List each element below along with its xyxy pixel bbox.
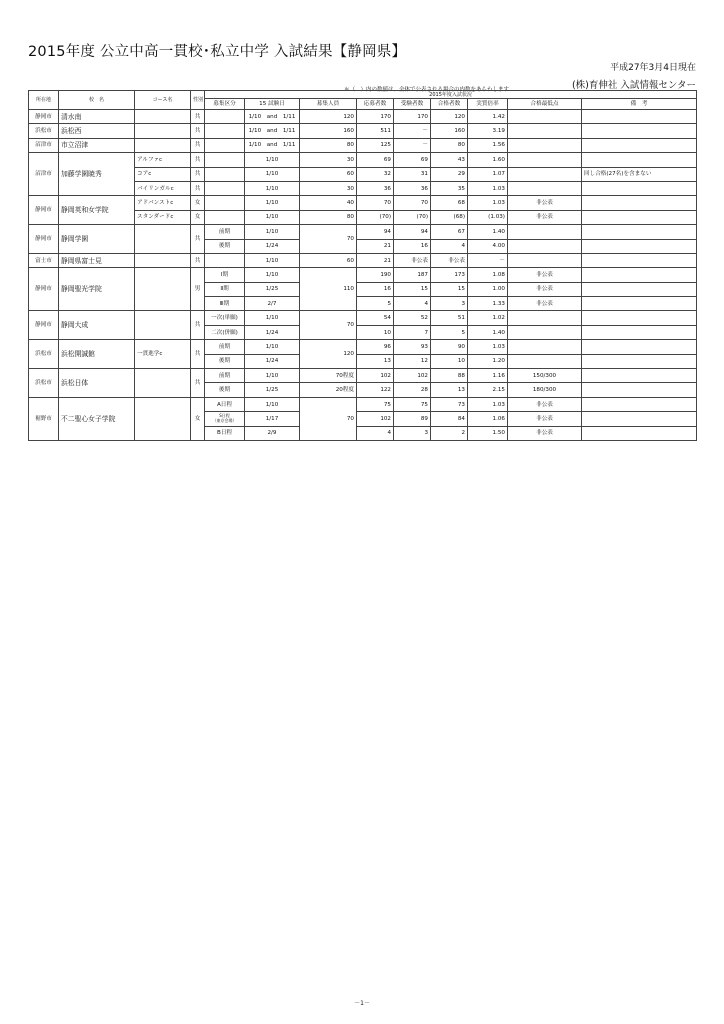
- location-cell: 浜松市: [29, 340, 59, 369]
- passed-cell: 90: [431, 340, 468, 354]
- examinees-cell: (70): [394, 210, 431, 224]
- col-header: 実質倍率: [468, 99, 508, 110]
- division-cell: [205, 210, 245, 224]
- gender-cell: 共: [191, 311, 205, 340]
- passed-cell: 51: [431, 311, 468, 325]
- table-row: [29, 369, 697, 383]
- col-header: 備 考: [582, 99, 697, 110]
- min-score-cell: 180/300: [508, 383, 582, 397]
- school-name-cell: 浜松開誠館: [59, 340, 135, 369]
- division-cell: 前期: [205, 225, 245, 239]
- passed-cell: 67: [431, 225, 468, 239]
- gender-cell: 女: [191, 210, 205, 224]
- remarks-cell: [582, 297, 697, 311]
- remarks-cell: 回し合格(27名)を含まない: [582, 167, 697, 181]
- division-cell: 後期: [205, 383, 245, 397]
- ratio-cell: 1.50: [468, 426, 508, 440]
- applicants-cell: 13: [357, 354, 394, 368]
- ratio-cell: 1.20: [468, 354, 508, 368]
- min-score-cell: [508, 138, 582, 152]
- applicants-cell: 122: [357, 383, 394, 397]
- division-sub-label: （東京会場）: [212, 417, 237, 423]
- applicants-cell: 32: [357, 167, 394, 181]
- division-cell: [205, 138, 245, 152]
- exam-date-cell: 1/10: [245, 167, 300, 181]
- school-name-cell: 静岡大成: [59, 311, 135, 340]
- division-cell: [205, 181, 245, 195]
- applicants-cell: 21: [357, 253, 394, 267]
- course-cell: [135, 225, 191, 254]
- exam-date-cell: 1/17: [245, 412, 300, 426]
- ratio-cell: 1.40: [468, 225, 508, 239]
- examinees-cell: 36: [394, 181, 431, 195]
- applicants-cell: 96: [357, 340, 394, 354]
- location-cell: 裾野市: [29, 397, 59, 440]
- location-cell: 静岡市: [29, 110, 59, 124]
- ratio-cell: 1.56: [468, 138, 508, 152]
- table-row: [29, 253, 697, 267]
- min-score-cell: [508, 340, 582, 354]
- exam-date-cell: 1/10: [245, 340, 300, 354]
- gender-cell: 男: [191, 268, 205, 311]
- passed-cell: 非公表: [431, 253, 468, 267]
- gender-cell: 共: [191, 181, 205, 195]
- course-cell: コアc: [135, 167, 191, 181]
- min-score-cell: [508, 124, 582, 138]
- exam-date-cell: 1/24: [245, 354, 300, 368]
- ratio-cell: 1.33: [468, 297, 508, 311]
- school-name-cell: 不二聖心女子学院: [59, 397, 135, 440]
- applicants-cell: 511: [357, 124, 394, 138]
- division-cell: B日程: [205, 426, 245, 440]
- passed-cell: 13: [431, 383, 468, 397]
- page-title: 2015年度 公立中高一貫校･私立中学 入試結果【静岡県】: [28, 44, 407, 60]
- division-cell: [205, 412, 245, 426]
- examinees-cell: 16: [394, 239, 431, 253]
- group-header: 2015年度入試状況: [205, 91, 697, 99]
- examinees-cell: 非公表: [394, 253, 431, 267]
- min-score-cell: 非公表: [508, 397, 582, 411]
- min-score-cell: [508, 253, 582, 267]
- capacity-cell: 70程度: [300, 369, 357, 383]
- school-name-cell: 市立沼津: [59, 138, 135, 152]
- exam-date-cell: 1/24: [245, 239, 300, 253]
- passed-cell: 68: [431, 196, 468, 210]
- min-score-cell: 非公表: [508, 426, 582, 440]
- as-of-date: 平成27年3月4日現在: [610, 63, 696, 73]
- examinees-cell: 69: [394, 153, 431, 167]
- capacity-cell: 120: [300, 340, 357, 369]
- division-cell: [205, 253, 245, 267]
- division-cell: [205, 124, 245, 138]
- applicants-cell: (70): [357, 210, 394, 224]
- division-cell: 前期: [205, 369, 245, 383]
- remarks-cell: [582, 181, 697, 195]
- school-name-cell: 浜松日体: [59, 369, 135, 398]
- passed-cell: 4: [431, 239, 468, 253]
- exam-date-cell: 1/10: [245, 397, 300, 411]
- applicants-cell: 10: [357, 325, 394, 339]
- examinees-cell: 7: [394, 325, 431, 339]
- passed-cell: 10: [431, 354, 468, 368]
- examinees-cell: 89: [394, 412, 431, 426]
- gender-cell: 共: [191, 110, 205, 124]
- col-header: 募集区分: [205, 99, 245, 110]
- examinees-cell: －: [394, 124, 431, 138]
- division-cell: [205, 196, 245, 210]
- remarks-cell: [582, 354, 697, 368]
- remarks-cell: [582, 138, 697, 152]
- remarks-cell: [582, 426, 697, 440]
- applicants-cell: 69: [357, 153, 394, 167]
- table-row: [29, 311, 697, 325]
- applicants-cell: 190: [357, 268, 394, 282]
- division-cell: Ⅱ期: [205, 282, 245, 296]
- location-cell: 沼津市: [29, 138, 59, 152]
- table-row: [29, 397, 697, 411]
- capacity-cell: 60: [300, 167, 357, 181]
- location-cell: 静岡市: [29, 268, 59, 311]
- exam-date-cell: 1/25: [245, 282, 300, 296]
- gender-cell: 女: [191, 397, 205, 440]
- col-header: 校 名: [59, 91, 135, 110]
- min-score-cell: [508, 225, 582, 239]
- division-label: S日程: [219, 413, 230, 419]
- ratio-cell: 1.03: [468, 340, 508, 354]
- remarks-cell: [582, 196, 697, 210]
- applicants-cell: 54: [357, 311, 394, 325]
- course-cell: 一貫進学c: [135, 340, 191, 369]
- ratio-cell: 1.60: [468, 153, 508, 167]
- col-header: 所在地: [29, 91, 59, 110]
- exam-date-cell: 1/10: [245, 210, 300, 224]
- course-cell: アドバンストc: [135, 196, 191, 210]
- remarks-cell: [582, 340, 697, 354]
- location-cell: 静岡市: [29, 225, 59, 254]
- capacity-cell: 70: [300, 397, 357, 440]
- exam-date-cell: 1/10: [245, 253, 300, 267]
- exam-date-cell: 1/10: [245, 268, 300, 282]
- exam-date-cell: 1/10 and 1/11: [245, 124, 300, 138]
- table-row: [29, 268, 697, 282]
- course-cell: [135, 253, 191, 267]
- col-header: 性別: [191, 91, 205, 110]
- division-cell: Ⅰ期: [205, 268, 245, 282]
- min-score-cell: 非公表: [508, 268, 582, 282]
- exam-date-cell: 2/7: [245, 297, 300, 311]
- course-cell: [135, 124, 191, 138]
- applicants-cell: 94: [357, 225, 394, 239]
- remarks-cell: [582, 124, 697, 138]
- course-cell: バイリンガルc: [135, 181, 191, 195]
- gender-cell: 共: [191, 124, 205, 138]
- passed-cell: 2: [431, 426, 468, 440]
- min-score-cell: 非公表: [508, 412, 582, 426]
- table-row: [29, 124, 697, 138]
- division-cell: [205, 167, 245, 181]
- course-cell: [135, 268, 191, 311]
- ratio-cell: －: [468, 253, 508, 267]
- table-row: [29, 110, 697, 124]
- course-cell: [135, 397, 191, 440]
- exam-date-cell: 1/10: [245, 153, 300, 167]
- ratio-cell: 4.00: [468, 239, 508, 253]
- gender-cell: 共: [191, 340, 205, 369]
- applicants-cell: 75: [357, 397, 394, 411]
- ratio-cell: 2.15: [468, 383, 508, 397]
- applicants-cell: 102: [357, 369, 394, 383]
- gender-cell: 女: [191, 196, 205, 210]
- ratio-cell: 1.03: [468, 196, 508, 210]
- examinees-cell: 15: [394, 282, 431, 296]
- min-score-cell: 非公表: [508, 282, 582, 296]
- capacity-cell: 20程度: [300, 383, 357, 397]
- division-cell: Ⅲ期: [205, 297, 245, 311]
- gender-cell: 共: [191, 369, 205, 398]
- exam-date-cell: 1/25: [245, 383, 300, 397]
- ratio-cell: 1.42: [468, 110, 508, 124]
- school-name-cell: 静岡英和女学院: [59, 196, 135, 225]
- ratio-cell: 1.03: [468, 397, 508, 411]
- examinees-cell: 170: [394, 110, 431, 124]
- passed-cell: 84: [431, 412, 468, 426]
- capacity-cell: 110: [300, 268, 357, 311]
- applicants-cell: 125: [357, 138, 394, 152]
- location-cell: 静岡市: [29, 311, 59, 340]
- organization-name: (株)育伸社 入試情報センター: [571, 80, 696, 91]
- examinees-cell: 93: [394, 340, 431, 354]
- remarks-cell: [582, 225, 697, 239]
- gender-cell: 共: [191, 225, 205, 254]
- ratio-cell: (1.03): [468, 210, 508, 224]
- location-cell: 沼津市: [29, 153, 59, 196]
- col-header: 合格最低点: [508, 99, 582, 110]
- min-score-cell: [508, 153, 582, 167]
- course-cell: [135, 311, 191, 340]
- passed-cell: 43: [431, 153, 468, 167]
- division-cell: A日程: [205, 397, 245, 411]
- exam-date-cell: 1/24: [245, 325, 300, 339]
- capacity-cell: 60: [300, 253, 357, 267]
- capacity-cell: 120: [300, 110, 357, 124]
- table-row: [29, 138, 697, 152]
- table-row: [29, 225, 697, 239]
- applicants-cell: 70: [357, 196, 394, 210]
- min-score-cell: [508, 181, 582, 195]
- remarks-cell: [582, 311, 697, 325]
- ratio-cell: 1.16: [468, 369, 508, 383]
- examinees-cell: 12: [394, 354, 431, 368]
- examinees-cell: 31: [394, 167, 431, 181]
- remarks-cell: [582, 268, 697, 282]
- school-name-cell: 清水南: [59, 110, 135, 124]
- gender-cell: 共: [191, 138, 205, 152]
- examinees-cell: 52: [394, 311, 431, 325]
- min-score-cell: [508, 239, 582, 253]
- applicants-cell: 16: [357, 282, 394, 296]
- examinees-cell: 102: [394, 369, 431, 383]
- course-cell: [135, 369, 191, 398]
- course-cell: [135, 110, 191, 124]
- table-row: [29, 340, 697, 354]
- school-name-cell: 静岡県富士見: [59, 253, 135, 267]
- passed-cell: 5: [431, 325, 468, 339]
- remarks-cell: [582, 110, 697, 124]
- examinees-cell: 70: [394, 196, 431, 210]
- course-cell: [135, 138, 191, 152]
- passed-cell: 29: [431, 167, 468, 181]
- passed-cell: 173: [431, 268, 468, 282]
- min-score-cell: [508, 325, 582, 339]
- course-cell: アルファc: [135, 153, 191, 167]
- gender-cell: 共: [191, 253, 205, 267]
- examinees-cell: 75: [394, 397, 431, 411]
- school-name-cell: 浜松西: [59, 124, 135, 138]
- min-score-cell: [508, 167, 582, 181]
- table-row: [29, 196, 697, 210]
- passed-cell: 80: [431, 138, 468, 152]
- ratio-cell: 1.08: [468, 268, 508, 282]
- school-name-cell: 静岡聖光学院: [59, 268, 135, 311]
- exam-date-cell: 1/10 and 1/11: [245, 138, 300, 152]
- ratio-cell: 1.40: [468, 325, 508, 339]
- examinees-cell: －: [394, 138, 431, 152]
- col-header: 合格者数: [431, 99, 468, 110]
- school-name-cell: 加藤学園暁秀: [59, 153, 135, 196]
- min-score-cell: 150/300: [508, 369, 582, 383]
- examinees-cell: 28: [394, 383, 431, 397]
- examinees-cell: 94: [394, 225, 431, 239]
- remarks-cell: [582, 397, 697, 411]
- min-score-cell: 非公表: [508, 297, 582, 311]
- passed-cell: 3: [431, 297, 468, 311]
- min-score-cell: 非公表: [508, 196, 582, 210]
- passed-cell: 88: [431, 369, 468, 383]
- passed-cell: 73: [431, 397, 468, 411]
- remarks-cell: [582, 210, 697, 224]
- passed-cell: 160: [431, 124, 468, 138]
- remarks-cell: [582, 282, 697, 296]
- remarks-cell: [582, 325, 697, 339]
- exam-date-cell: 1/10 and 1/11: [245, 110, 300, 124]
- division-cell: 後期: [205, 354, 245, 368]
- capacity-cell: 40: [300, 196, 357, 210]
- division-cell: 二次(併願): [205, 325, 245, 339]
- exam-date-cell: 1/10: [245, 196, 300, 210]
- capacity-cell: 80: [300, 210, 357, 224]
- passed-cell: 15: [431, 282, 468, 296]
- ratio-cell: 1.03: [468, 181, 508, 195]
- remarks-cell: [582, 239, 697, 253]
- min-score-cell: [508, 110, 582, 124]
- table-row: [29, 153, 697, 167]
- gender-cell: 共: [191, 167, 205, 181]
- capacity-cell: 30: [300, 153, 357, 167]
- capacity-cell: 160: [300, 124, 357, 138]
- ratio-cell: 3.19: [468, 124, 508, 138]
- remarks-cell: [582, 383, 697, 397]
- ratio-cell: 1.06: [468, 412, 508, 426]
- gender-cell: 共: [191, 153, 205, 167]
- location-cell: 浜松市: [29, 369, 59, 398]
- location-cell: 富士市: [29, 253, 59, 267]
- applicants-cell: 5: [357, 297, 394, 311]
- remarks-cell: [582, 253, 697, 267]
- capacity-cell: 30: [300, 181, 357, 195]
- passed-cell: 120: [431, 110, 468, 124]
- exam-date-cell: 1/10: [245, 311, 300, 325]
- ratio-cell: 1.00: [468, 282, 508, 296]
- col-header: 応募者数: [357, 99, 394, 110]
- exam-date-cell: 1/10: [245, 181, 300, 195]
- exam-date-cell: 2/9: [245, 426, 300, 440]
- capacity-cell: 80: [300, 138, 357, 152]
- ratio-cell: 1.02: [468, 311, 508, 325]
- col-header: 募集人員: [300, 99, 357, 110]
- division-cell: 後期: [205, 239, 245, 253]
- min-score-cell: [508, 311, 582, 325]
- remarks-cell: [582, 369, 697, 383]
- remarks-cell: [582, 153, 697, 167]
- table-note: ＊（ ）内の数値は、全体で公表される場合の内数をあらわします: [344, 87, 510, 93]
- division-cell: [205, 110, 245, 124]
- division-cell: 前期: [205, 340, 245, 354]
- passed-cell: 35: [431, 181, 468, 195]
- min-score-cell: 非公表: [508, 210, 582, 224]
- col-header: コース名: [135, 91, 191, 110]
- results-table: [28, 90, 697, 441]
- exam-date-cell: 1/10: [245, 225, 300, 239]
- examinees-cell: 187: [394, 268, 431, 282]
- col-header: 15 試験日: [245, 99, 300, 110]
- capacity-cell: 70: [300, 225, 357, 254]
- page-number: －1－: [354, 1000, 370, 1007]
- course-cell: スタンダードc: [135, 210, 191, 224]
- ratio-cell: 1.07: [468, 167, 508, 181]
- applicants-cell: 102: [357, 412, 394, 426]
- applicants-cell: 170: [357, 110, 394, 124]
- applicants-cell: 4: [357, 426, 394, 440]
- results-table-body: [29, 110, 697, 441]
- exam-date-cell: 1/10: [245, 369, 300, 383]
- division-cell: [205, 153, 245, 167]
- examinees-cell: 3: [394, 426, 431, 440]
- passed-cell: (68): [431, 210, 468, 224]
- min-score-cell: [508, 354, 582, 368]
- location-cell: 浜松市: [29, 124, 59, 138]
- school-name-cell: 静岡学園: [59, 225, 135, 254]
- division-cell: 一次(単願): [205, 311, 245, 325]
- examinees-cell: 4: [394, 297, 431, 311]
- applicants-cell: 21: [357, 239, 394, 253]
- location-cell: 静岡市: [29, 196, 59, 225]
- applicants-cell: 36: [357, 181, 394, 195]
- capacity-cell: 70: [300, 311, 357, 340]
- col-header: 受験者数: [394, 99, 431, 110]
- remarks-cell: [582, 412, 697, 426]
